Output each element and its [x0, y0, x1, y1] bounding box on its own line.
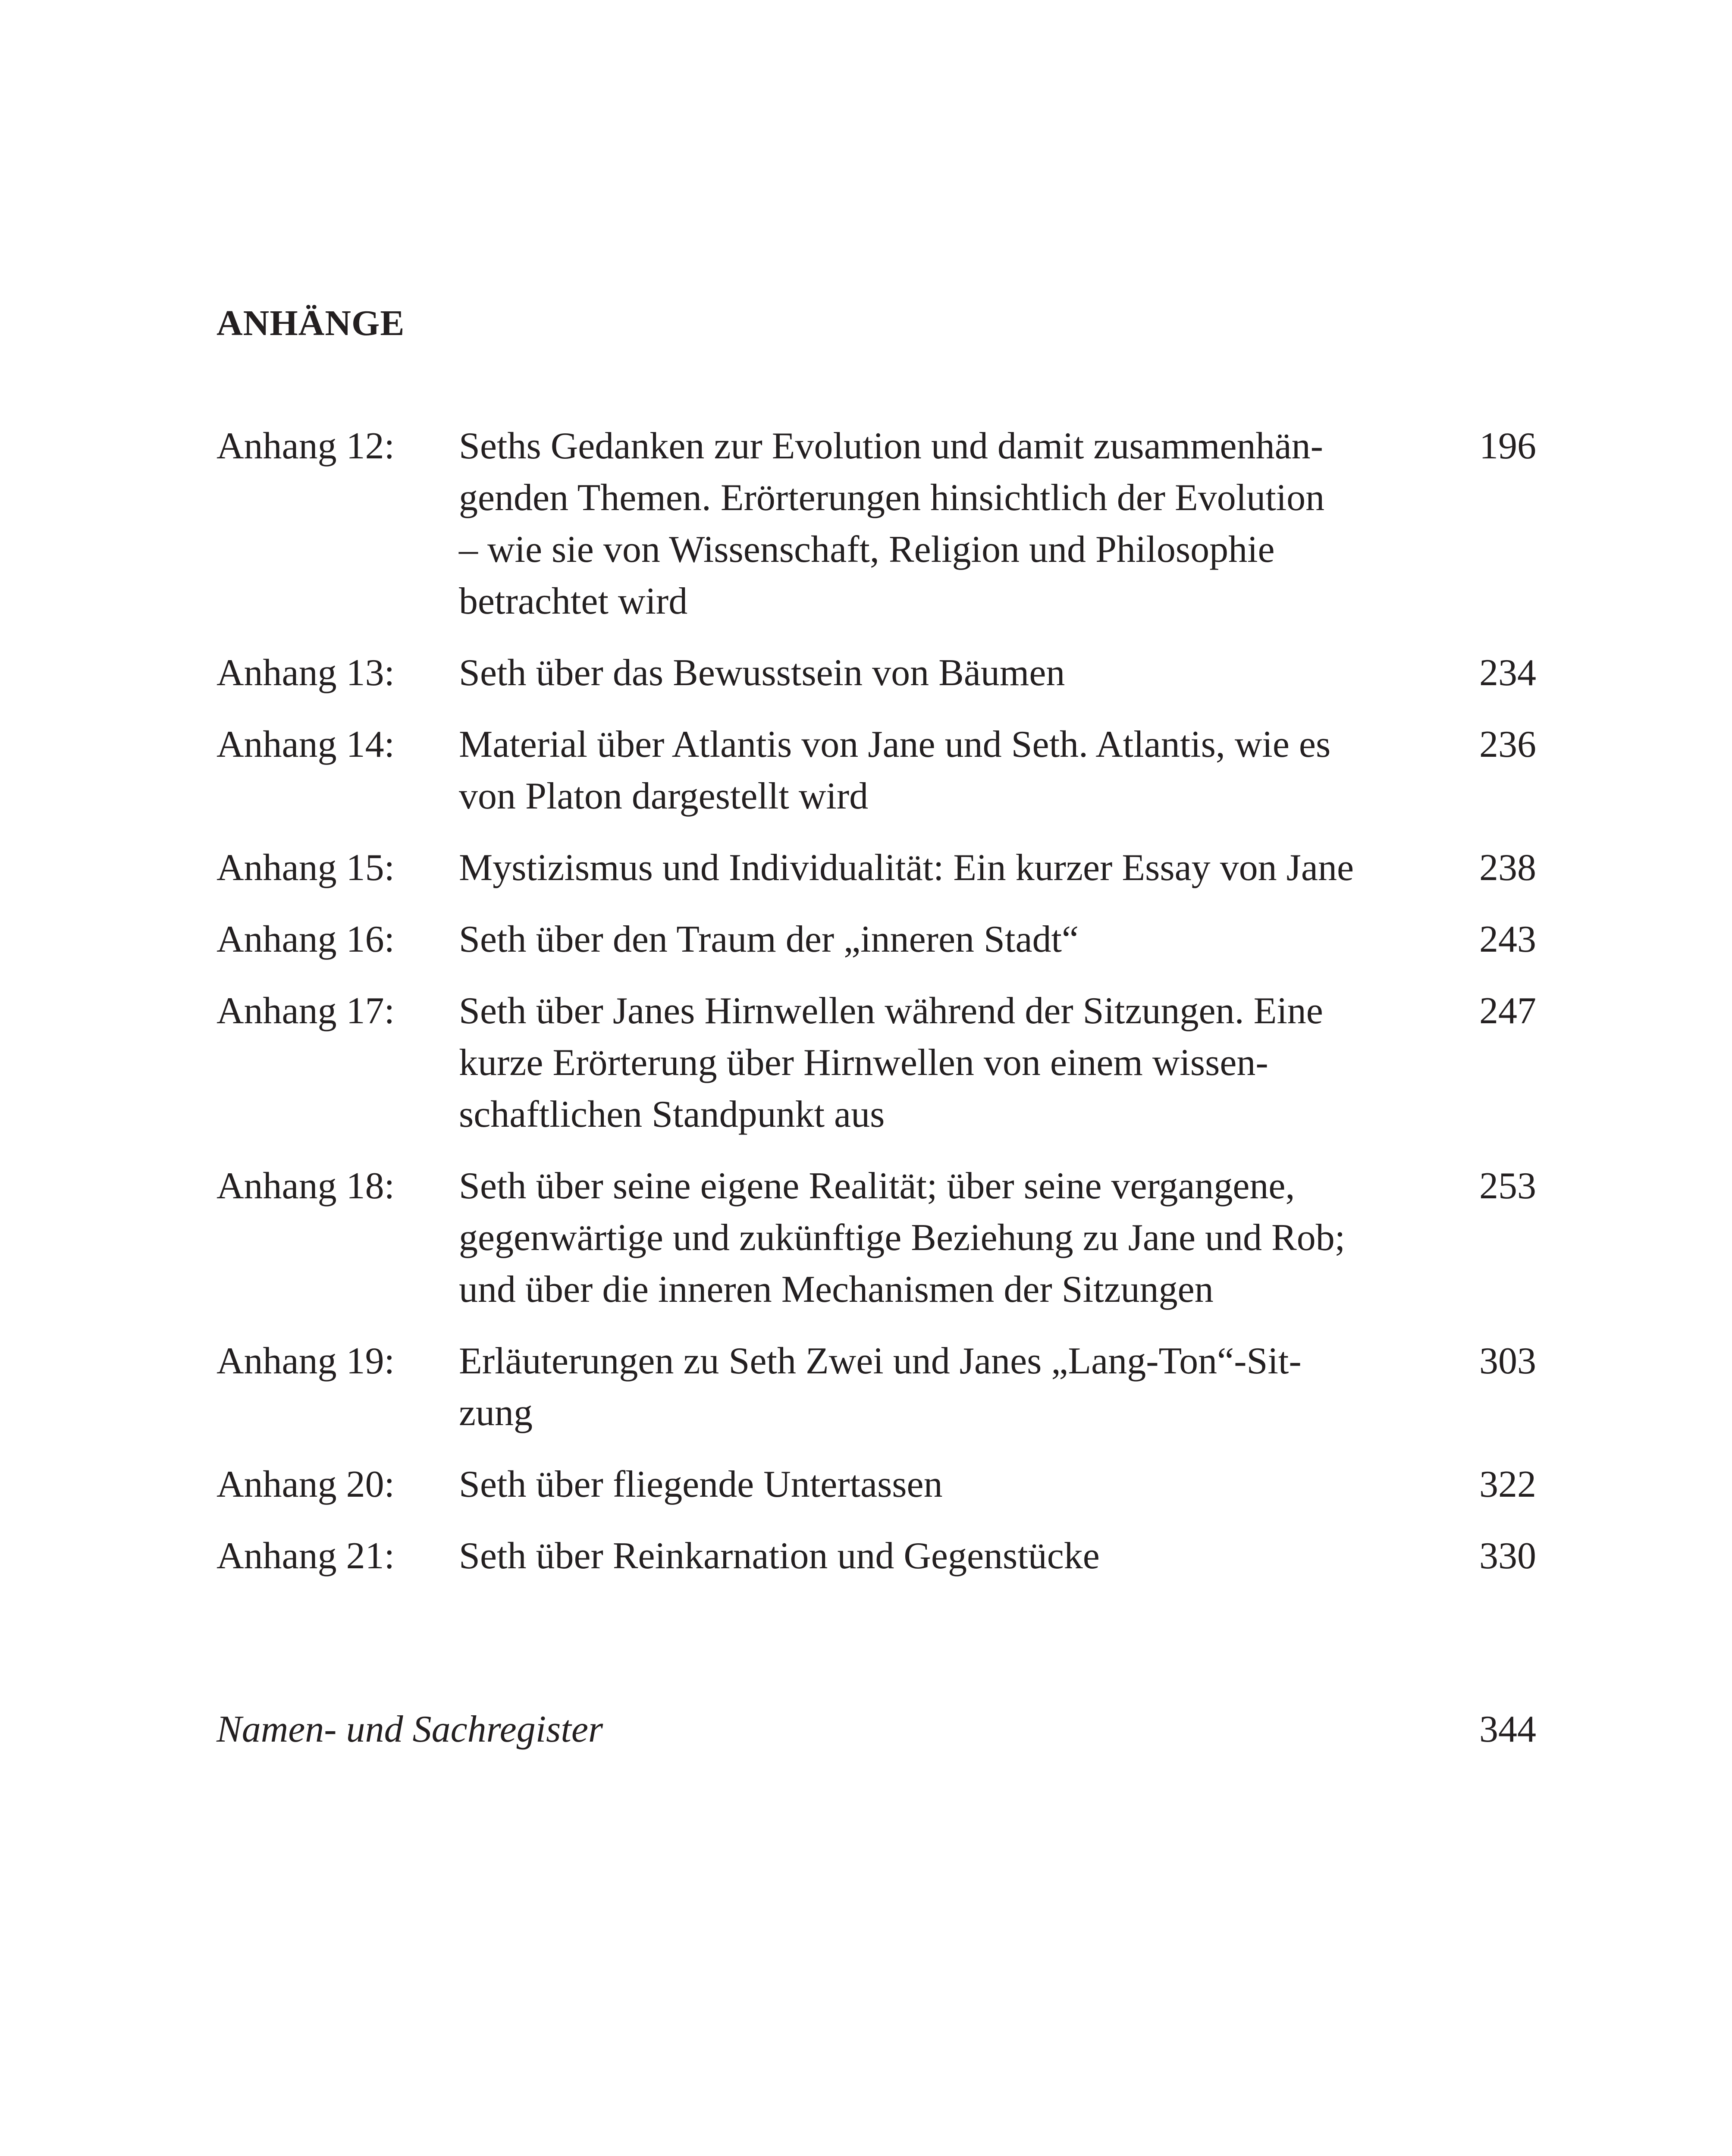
entry-title	[459, 420, 1434, 627]
entry-title-line: Seth über Reinkarnation und Gegenstücke	[459, 1535, 1100, 1577]
entry-label: Anhang 16:	[216, 918, 395, 960]
entry-page-number: 253	[1479, 1165, 1536, 1207]
entry-title-line: Seth über Janes Hirnwellen während der Sitzungen. Eine	[459, 990, 1323, 1032]
toc-entry[interactable]	[216, 1160, 1536, 1316]
entry-title	[459, 719, 1434, 822]
section-heading: ANHÄNGE	[216, 303, 405, 343]
entry-page-number: 243	[1479, 918, 1536, 960]
toc-entry-index[interactable]	[216, 1704, 1536, 1755]
entry-page-number: 303	[1479, 1340, 1536, 1382]
entry-title-line: Mystizismus und Individualität: Ein kurzer Essay von Jane	[459, 846, 1354, 889]
toc-entry[interactable]	[216, 842, 1536, 894]
entry-title	[459, 985, 1434, 1141]
toc-entry[interactable]	[216, 914, 1536, 965]
entry-title-line: Erläuterungen zu Seth Zwei und Janes „Lang-Ton“-Sit-	[459, 1340, 1302, 1382]
entry-page-number: 196	[1479, 425, 1536, 467]
entry-title	[459, 1335, 1434, 1439]
entry-label: Anhang 18:	[216, 1165, 395, 1207]
entry-title	[459, 647, 1434, 699]
toc-entry[interactable]	[216, 1335, 1536, 1439]
entry-title-line: Material über Atlantis von Jane und Seth. Atlantis, wie es	[459, 723, 1331, 765]
entry-page-number: 236	[1479, 723, 1536, 765]
entry-label: Anhang 21:	[216, 1535, 395, 1577]
entry-title-line: genden Themen. Erörterungen hinsichtlich der Evolution	[459, 476, 1325, 519]
entry-label: Anhang 12:	[216, 425, 395, 467]
entry-title-line: von Platon dargestellt wird	[459, 775, 869, 817]
entry-label: Anhang 17:	[216, 990, 395, 1032]
entry-label: Anhang 20:	[216, 1463, 395, 1505]
entry-title-line: und über die inneren Mechanismen der Sitzungen	[459, 1268, 1214, 1310]
entry-title	[459, 1530, 1434, 1582]
entry-label: Anhang 13:	[216, 652, 395, 694]
entry-label: Anhang 19:	[216, 1340, 395, 1382]
entry-title-line: Seth über seine eigene Realität; über seine vergangene,	[459, 1165, 1295, 1207]
toc-entry[interactable]	[216, 1459, 1536, 1510]
entry-page-number: 322	[1479, 1463, 1536, 1505]
entry-title-line: Seth über das Bewusstsein von Bäumen	[459, 652, 1065, 694]
toc-entry-list	[216, 420, 1536, 1582]
entry-title	[459, 914, 1434, 965]
entry-title-line: Seth über fliegende Untertassen	[459, 1463, 943, 1505]
toc-entry[interactable]	[216, 719, 1536, 822]
entry-label: Anhang 15:	[216, 846, 395, 889]
entry-title-line: Seths Gedanken zur Evolution und damit zusammenhän-	[459, 425, 1323, 467]
entry-title-line: schaftlichen Standpunkt aus	[459, 1093, 885, 1135]
toc-entry[interactable]	[216, 1530, 1536, 1582]
entry-title	[459, 1459, 1434, 1510]
entry-page-number: 247	[1479, 990, 1536, 1032]
entry-page-number: 238	[1479, 846, 1536, 889]
index-page-number: 344	[1479, 1708, 1536, 1750]
index-title: Namen- und Sachregister	[216, 1708, 603, 1750]
entry-page-number: 330	[1479, 1535, 1536, 1577]
entry-title-line: zung	[459, 1391, 533, 1434]
entry-title-line: betrachtet wird	[459, 580, 688, 622]
entry-title-line: gegenwärtige und zukünftige Beziehung zu Jane und Rob;	[459, 1216, 1346, 1259]
entry-title-line: – wie sie von Wissenschaft, Religion und Philosophie	[459, 528, 1275, 570]
entry-title	[459, 1160, 1434, 1316]
entry-title	[459, 842, 1434, 894]
entry-page-number: 234	[1479, 652, 1536, 694]
toc-entry[interactable]	[216, 985, 1536, 1141]
entry-title-line: Seth über den Traum der „inneren Stadt“	[459, 918, 1079, 960]
appendix-toc	[216, 302, 1536, 1755]
entry-label: Anhang 14:	[216, 723, 395, 765]
toc-entry[interactable]	[216, 647, 1536, 699]
toc-entry[interactable]	[216, 420, 1536, 627]
entry-title-line: kurze Erörterung über Hirnwellen von einem wissen-	[459, 1041, 1268, 1084]
